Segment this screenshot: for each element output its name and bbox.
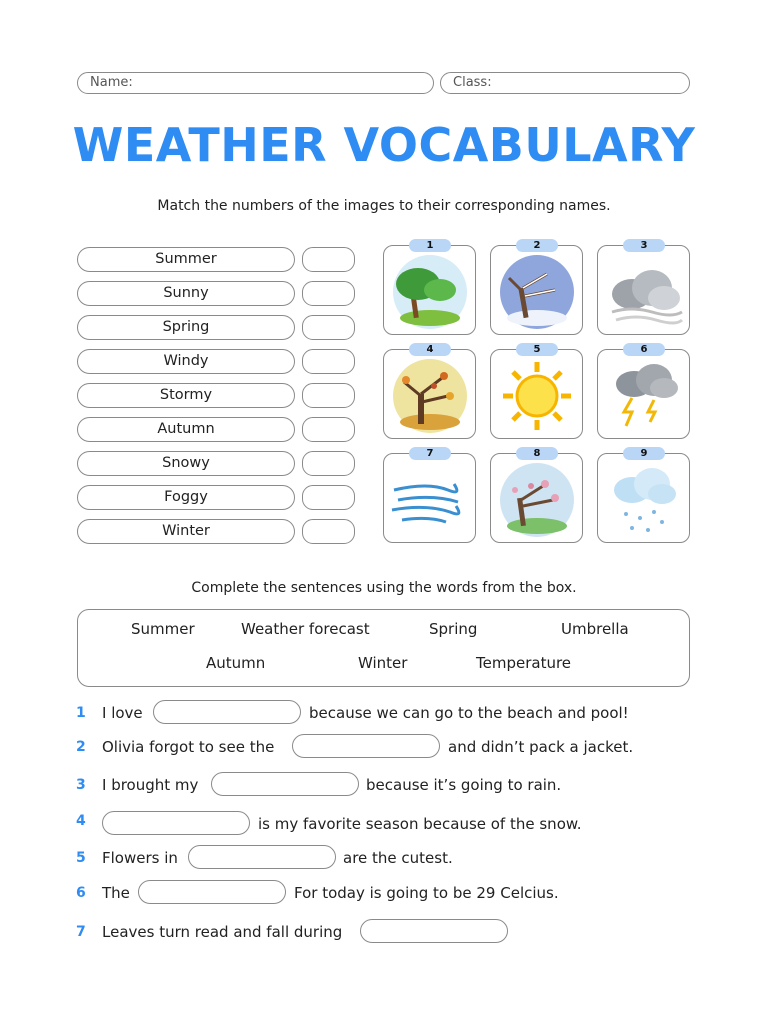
- match-instruction: Match the numbers of the images to their corresponding names.: [157, 198, 611, 214]
- word-pill: Sunny: [77, 281, 295, 306]
- word-pill: Windy: [77, 349, 295, 374]
- answer-box[interactable]: [302, 383, 355, 408]
- word-box-item: Summer: [131, 620, 195, 638]
- answer-box[interactable]: [302, 485, 355, 510]
- answer-blank[interactable]: [153, 700, 301, 724]
- sentence-before: I brought my: [102, 776, 199, 794]
- storm-cloud-icon: [602, 356, 686, 436]
- answer-blank[interactable]: [188, 845, 336, 869]
- sentence-before: Olivia forgot to see the: [102, 738, 275, 756]
- image-number: 5: [516, 343, 558, 356]
- image-card: [383, 453, 476, 543]
- answer-box[interactable]: [302, 451, 355, 476]
- word-box-item: Temperature: [476, 654, 572, 672]
- image-card: [490, 245, 583, 335]
- image-number: 1: [409, 239, 451, 252]
- word-box-item: Autumn: [206, 654, 266, 672]
- class-field[interactable]: [440, 72, 690, 94]
- word-box-item: Umbrella: [561, 620, 629, 638]
- image-card: [490, 453, 583, 543]
- sentence-before: The: [102, 884, 130, 902]
- answer-blank[interactable]: [102, 811, 250, 835]
- image-card: [597, 349, 690, 439]
- image-number: 4: [409, 343, 451, 356]
- sentence-after: and didn’t pack a jacket.: [448, 738, 634, 756]
- page-title: WEATHER VOCABULARY: [72, 118, 696, 172]
- image-card: [383, 245, 476, 335]
- sentence-number: 4: [76, 813, 86, 829]
- answer-blank[interactable]: [211, 772, 359, 796]
- word-pill: Foggy: [77, 485, 295, 510]
- name-field[interactable]: [77, 72, 434, 94]
- sentence-number: 2: [76, 739, 86, 755]
- answer-box[interactable]: [302, 349, 355, 374]
- sentence-number: 5: [76, 850, 86, 866]
- snowy-tree-icon: [495, 252, 579, 332]
- word-box-item: Winter: [358, 654, 408, 672]
- sun-icon: [495, 356, 579, 436]
- class-label: Class:: [453, 75, 492, 90]
- image-number: 8: [516, 447, 558, 460]
- sentence-before: Leaves turn read and fall during: [102, 923, 343, 941]
- answer-box[interactable]: [302, 417, 355, 442]
- sentence-after: because it’s going to rain.: [366, 776, 562, 794]
- word-box-item: Spring: [429, 620, 478, 638]
- word-pill: Snowy: [77, 451, 295, 476]
- sentence-number: 6: [76, 885, 86, 901]
- sentence-after: because we can go to the beach and pool!: [309, 704, 629, 722]
- answer-box[interactable]: [302, 247, 355, 272]
- sentence-after: are the cutest.: [343, 849, 453, 867]
- image-number: 9: [623, 447, 665, 460]
- fog-cloud-icon: [602, 252, 686, 332]
- sentence-before: I love: [102, 704, 143, 722]
- name-label: Name:: [90, 75, 133, 90]
- sentence-number: 1: [76, 705, 86, 721]
- word-pill: Summer: [77, 247, 295, 272]
- sentence-after: For today is going to be 29 Celcius.: [294, 884, 559, 902]
- sentence-before: Flowers in: [102, 849, 178, 867]
- image-card: [383, 349, 476, 439]
- blossom-tree-icon: [495, 460, 579, 540]
- sentence-number: 3: [76, 777, 86, 793]
- image-number: 6: [623, 343, 665, 356]
- word-pill: Autumn: [77, 417, 295, 442]
- image-card: [597, 453, 690, 543]
- image-number: 7: [409, 447, 451, 460]
- answer-blank[interactable]: [292, 734, 440, 758]
- snow-cloud-icon: [602, 460, 686, 540]
- answer-blank[interactable]: [360, 919, 508, 943]
- complete-instruction: Complete the sentences using the words from the box.: [191, 580, 577, 596]
- answer-box[interactable]: [302, 315, 355, 340]
- answer-box[interactable]: [302, 281, 355, 306]
- word-pill: Spring: [77, 315, 295, 340]
- image-card: [597, 245, 690, 335]
- autumn-tree-icon: [388, 356, 472, 436]
- sentence-number: 7: [76, 924, 86, 940]
- image-number: 3: [623, 239, 665, 252]
- word-pill: Stormy: [77, 383, 295, 408]
- word-box-item: Weather forecast: [241, 620, 370, 638]
- image-card: [490, 349, 583, 439]
- sentence-after: is my favorite season because of the snow.: [258, 815, 582, 833]
- word-pill: Winter: [77, 519, 295, 544]
- answer-box[interactable]: [302, 519, 355, 544]
- answer-blank[interactable]: [138, 880, 286, 904]
- image-number: 2: [516, 239, 558, 252]
- green-tree-icon: [388, 252, 472, 332]
- wind-icon: [388, 460, 472, 540]
